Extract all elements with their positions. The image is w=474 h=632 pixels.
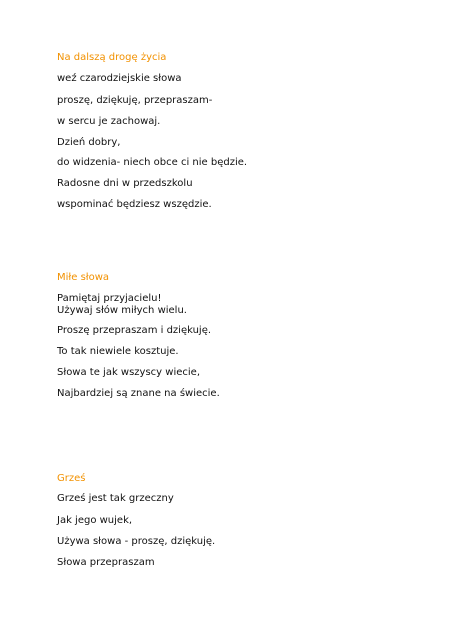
poem-title: Na dalszą drogę życia — [57, 52, 167, 63]
poem-title: Miłe słowa — [57, 272, 110, 283]
poem-line: Radosne dni w przedszkolu — [57, 178, 193, 189]
poem-line: Słowa te jak wszyscy wiecie, — [57, 367, 200, 378]
poem-line: Słowa przepraszam — [57, 557, 155, 568]
poem-line: Używa słowa - proszę, dziękuję. — [57, 536, 216, 547]
poem-line: Używaj słów miłych wielu. — [57, 305, 187, 316]
poem-line: Proszę przepraszam i dziękuję. — [57, 325, 212, 336]
poem-line: Pamiętaj przyjacielu! — [57, 293, 162, 304]
document-page — [57, 0, 457, 632]
poem-title: Grześ — [57, 473, 86, 484]
poem-line: do widzenia- niech obce ci nie będzie. — [57, 157, 248, 168]
poem-line: wspominać będziesz wszędzie. — [57, 199, 212, 210]
poem-line: Grześ jest tak grzeczny — [57, 493, 174, 504]
poem-line: proszę, dziękuję, przepraszam- — [57, 95, 213, 106]
poem-line: Dzień dobry, — [57, 137, 121, 148]
poem-line: weź czarodziejskie słowa — [57, 73, 182, 84]
poem-line: Najbardziej są znane na świecie. — [57, 388, 220, 399]
poem-line: To tak niewiele kosztuje. — [57, 346, 179, 357]
poem-line: w sercu je zachowaj. — [57, 116, 161, 127]
poem-line: Jak jego wujek, — [57, 515, 133, 526]
